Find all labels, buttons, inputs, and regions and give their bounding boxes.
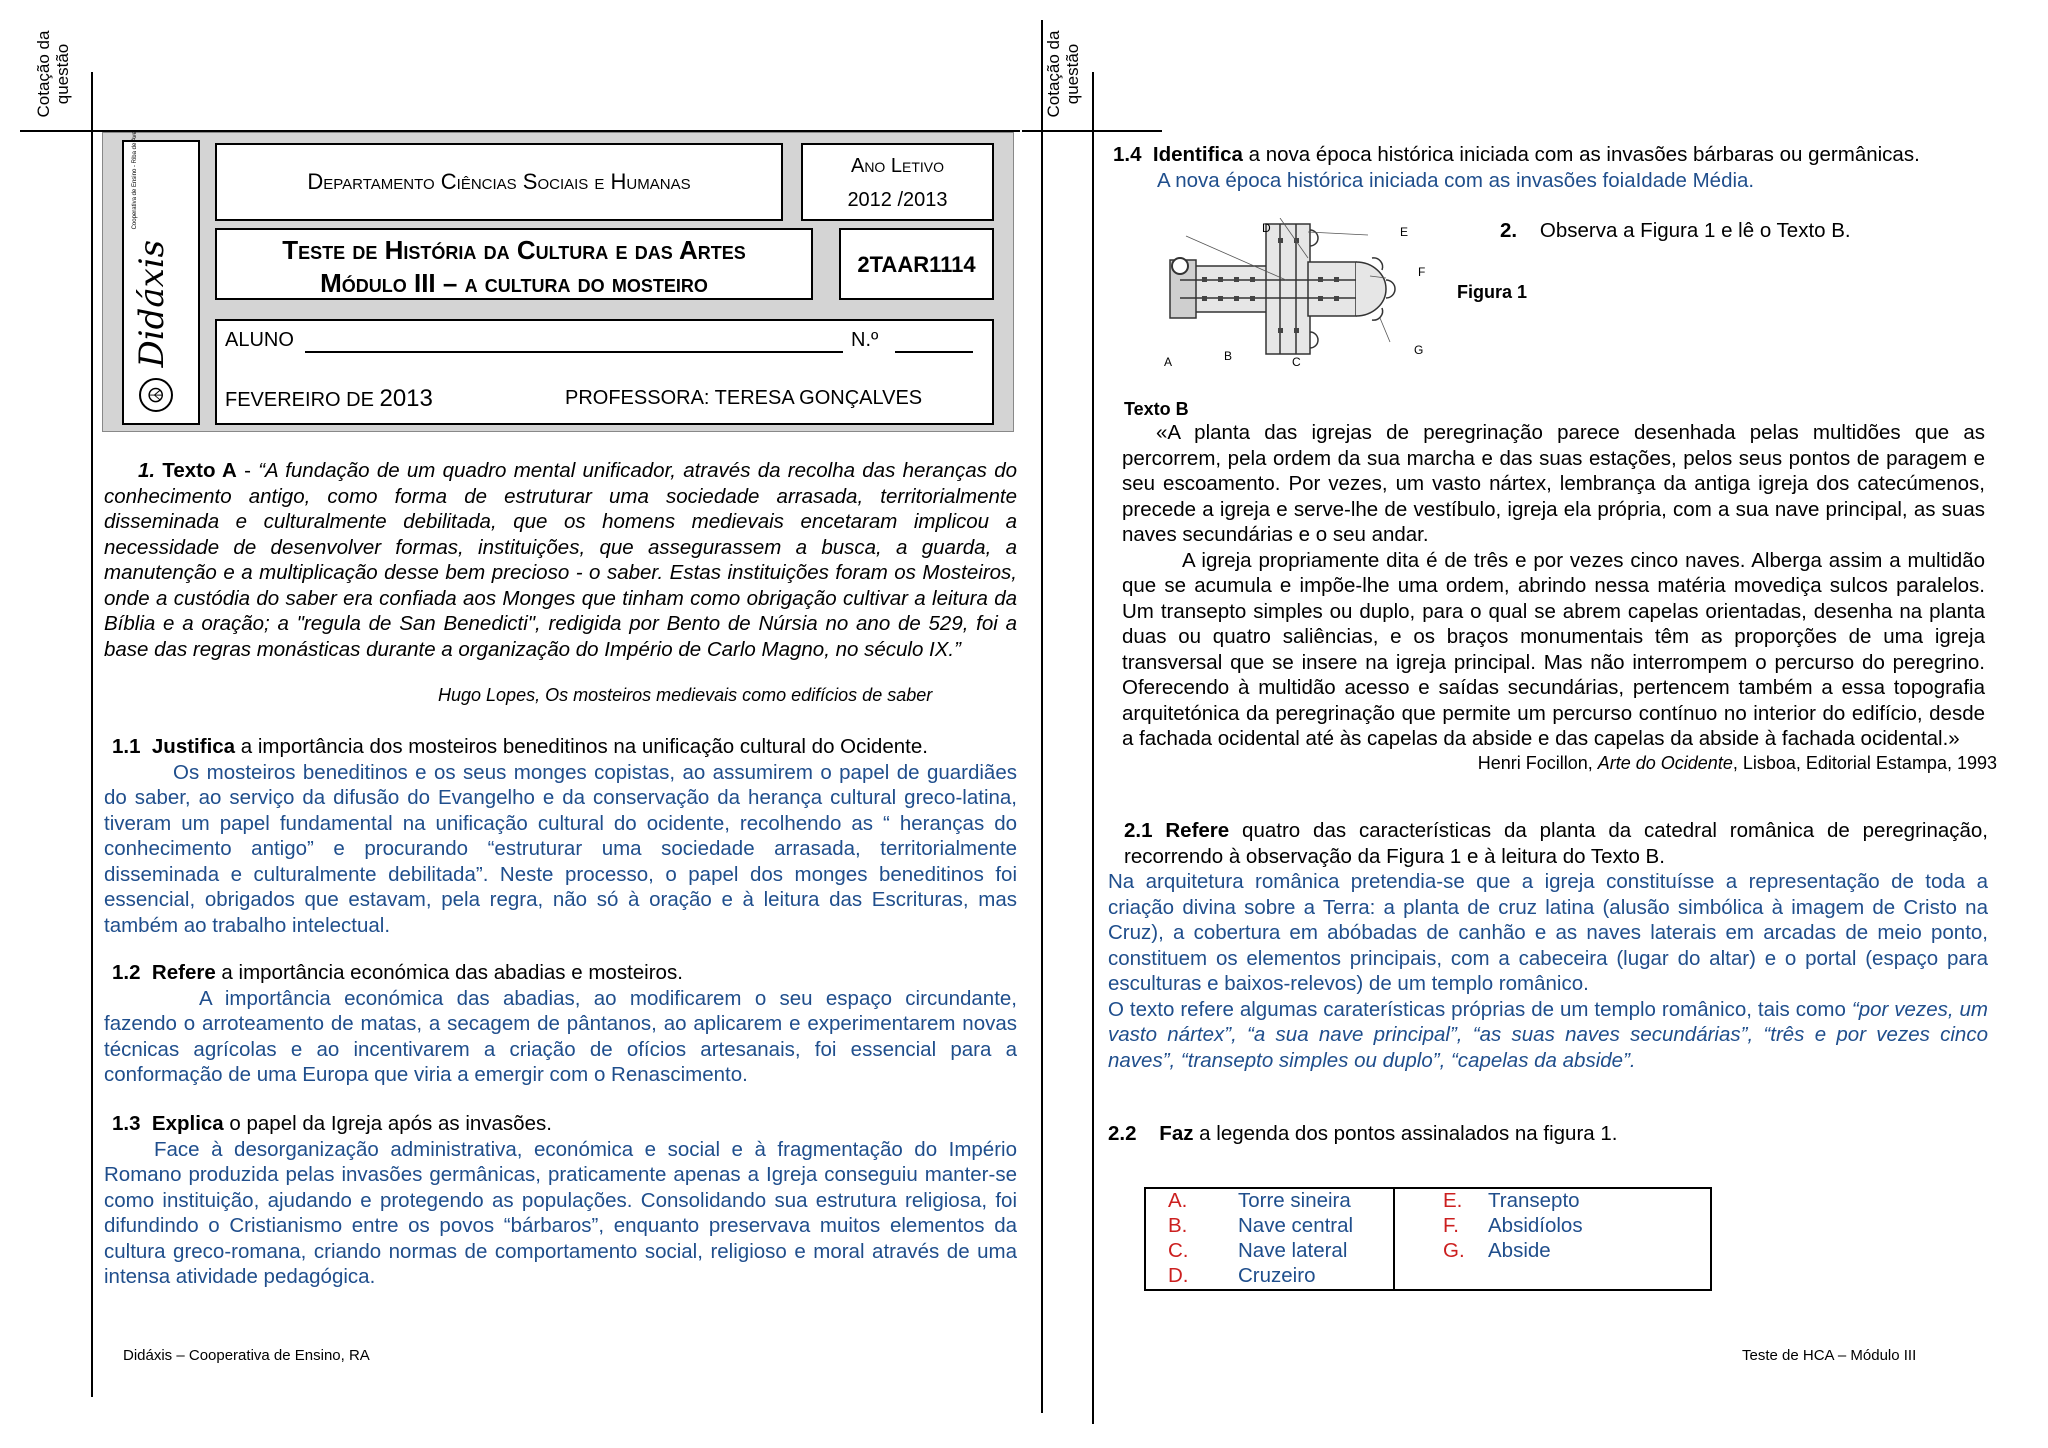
question-1-2 [104, 960, 1017, 1088]
student-label: ALUNO [225, 329, 294, 351]
department-box [215, 143, 783, 221]
q1-text: “A fundação de um quadro mental unificador, através da recolha das heranças do conhecimento antigo, como forma de estruturar uma sociedade arrasada, territorialmente disseminada e culturalmente debilitada, que os homens medievais encetaram implicou a necessidade de desenvolver formas, instituições, que assegurassem a busca, a guarda, a manutenção e a multiplicação desse bem precioso - o saber. Estas instituições foram os Mosteiros, onde a custódia do saber era confiada aos Monges que tinham como obrigação cultivar a leitura da Bíblia e a oração; a "regula de San Benedicti", redigida por Bento de Núrsia no ano de 529, foi a base das regras monásticas durante a organização do Império de Carlo Magno, no século IX.” [104, 459, 1017, 661]
q1-3-verb: Explica [151, 1112, 224, 1135]
q1-source: Hugo Lopes, Os mosteiros medievais como edifícios de saber [438, 685, 933, 705]
q2-1-number: 2.1 [1124, 819, 1153, 842]
logo-icon: ☮ [139, 378, 173, 412]
header-box [102, 132, 1014, 432]
q1-1-prompt [104, 734, 1017, 760]
plan-letter-f: F [1418, 265, 1426, 279]
test-title-line2: Módulo III – a cultura do mosteiro [320, 268, 708, 298]
question-2 [1500, 218, 1851, 244]
figure-1-label: Figura 1 [1457, 282, 1528, 302]
department-title: Departamento Ciências Sociais e Humanas [307, 169, 691, 194]
q1-2-answer: A importância económica das abadias, ao modificarem o seu espaço circundante, fazendo o arroteamento de matas, a secagem de pântanos, ao aplicarem e experimentarem novas técnicas agrícolas e ao incentivarem a criação de ofícios artesanais, foi essencial para a conformação de uma Europa que viria a emergir com o Renascimento. [104, 986, 1017, 1086]
logo [132, 131, 173, 412]
test-code: 2TAAR1114 [857, 252, 976, 277]
q2-1-answer-2 [1108, 997, 1988, 1074]
year-box [801, 143, 994, 221]
figure-1-floor-plan [1158, 218, 1438, 368]
plan-apse [1356, 262, 1386, 316]
question-1 [104, 458, 1017, 662]
top-rule-right [1022, 130, 1162, 132]
plan-tower [1172, 258, 1188, 274]
q1-3-question: o papel da Igreja após as invasões. [223, 1112, 552, 1135]
text-b-p2: A igreja propriamente dita é de três e por vezes cinco naves. Alberga assim a multidão que se acumula e impõe-lhe uma ordem, abrindo nessa matéria movediça sulcos paralelos. Um transepto simples ou duplo, para o qual se abrem capelas orientadas, desenha na planta duas ou quatro saliências, e os braços monumentais têm as proporções de uma igreja transversal que se insere na igreja principal. Mas não interrompem o percurso do peregrino. Oferecendo à multidão acesso e saídas secundárias, pertencem também a essa topografia arquitetónica da peregrinação que permite um percurso contínuo no interior do edifício, desde a fachada ocidental até às capelas da abside e das capelas da abside à fachada ocidental.» [1122, 548, 1985, 750]
q2-1-question: quatro das características da planta da catedral românica de peregrinação, recorrendo à observação da Figura 1 e à leitura do Texto B. [1124, 819, 1988, 868]
q1-2-verb: Refere [151, 961, 216, 984]
legend-item: Nave lateral [1238, 1239, 1348, 1262]
title-box [215, 228, 813, 300]
q1-1-number: 1.1 [112, 735, 141, 758]
left-margin-rule [91, 72, 93, 1397]
number-label: N.º [851, 329, 879, 351]
text-b-source-author: Henri Focillon, [1477, 752, 1598, 773]
q1-4-verb: Identifica [1152, 143, 1243, 166]
q2-1-answer-2-quotes: “por vezes, um vasto nártex”, “a sua nave principal”, “as suas naves secundárias”, “três e por vezes cinco naves”, “transepto simples ou duplo”, “capelas da abside”. [1108, 997, 1988, 1072]
margin-label-left: Cotação da questão [34, 30, 72, 118]
plan-letter-e: E [1400, 225, 1409, 239]
year-value: 2012 /2013 [847, 189, 948, 211]
margin-label-right: Cotação da questão [1044, 30, 1082, 118]
q1-3-number: 1.3 [112, 1112, 141, 1135]
q2-1-answer-1: Na arquitetura românica pretendia-se que a igreja constituísse a representação de toda a criação divina sobre a Terra: a planta de cruz latina (alusão simbólica à imagem de Cristo na Cruz), a cobertura em abóbadas de canhão e as naves laterais em arcadas de meio ponto, constituem os elementos principais, com a cabeceira (lugar do altar) e o portal (espaço para esculturas e baixos-relevos) de um templo românico. [1108, 870, 1988, 995]
q1-2-prompt [104, 960, 1017, 986]
q1-4-question: a nova época histórica iniciada com as invasões bárbaras ou germânicas. [1242, 143, 1920, 166]
plan-transept [1266, 224, 1310, 354]
text-b-source [1122, 752, 1997, 774]
q1-4-answer: A nova época histórica iniciada com as invasões foiaIdade Média. [1157, 168, 1755, 192]
text-b-title: Texto B [1124, 399, 1189, 419]
plan-letter-c: C [1292, 355, 1301, 368]
q2-2-question: a legenda dos pontos assinalados na figura 1. [1193, 1122, 1618, 1145]
legend-letter: C. [1168, 1239, 1189, 1262]
logo-text: Didáxis [132, 239, 172, 368]
q1-3-answer: Face à desorganização administrativa, económica e social e à fragmentação do Império Romano produzida pelas invasões germânicas, praticamente apenas a Igreja conseguiu manter-se como instituição, ajudando e protegendo as populações. Consolidando sua estrutura religiosa, foi difundindo o Cristianismo entre os povos “bárbaros”, enquanto preservava muitos elementos da cultura greco-romana, criando normas de comportamento social, religioso e moral através de uma intensa atividade pedagógica. [104, 1137, 1017, 1288]
plan-chapel-2 [1310, 332, 1318, 348]
center-right-rule [1092, 72, 1094, 1424]
student-name-line[interactable] [305, 351, 843, 353]
question-2-1 [1108, 818, 1988, 1073]
center-left-rule [1041, 20, 1043, 1413]
plan-letter-a: A [1164, 355, 1173, 368]
code-box [839, 228, 994, 300]
year-label: Ano Letivo [850, 155, 945, 177]
q1-label: Texto A [162, 459, 237, 482]
q2-1-prompt [1108, 818, 1988, 869]
q2-2-number: 2.2 [1108, 1122, 1137, 1145]
test-title-line1: Teste de História da Cultura e das Artes [282, 235, 746, 265]
logo-box [122, 131, 200, 425]
question-2-2 [1108, 1121, 1617, 1147]
q1-1-answer: Os mosteiros beneditinos e os seus monges copistas, ao assumirem o papel de guardiães do saber, ao serviço da difusão do Evangelho e da conservação da herança cultural greco-latina, tiveram um papel fundamental na unificação cultural do ocidente, recolhendo as “ heranças do conhecimento antigo” e procurando “estruturar uma sociedade arrasada, territorialmente disseminada e culturalmente debilitada”. Neste processo, o papel dos monges beneditinos foi essencial, obrigados que estavam, pela regra, não só à oração e à leitura das Escrituras, mas também ao trabalho intelectual. [104, 760, 1017, 937]
text-b-source-title: Arte do Ocidente [1597, 752, 1733, 773]
legend-table [1144, 1187, 1712, 1291]
footer-left: Didáxis – Cooperativa de Ensino, RA [123, 1347, 370, 1364]
plan-letter-g: G [1414, 343, 1424, 357]
question-1-1 [104, 734, 1017, 938]
q1-3-prompt [104, 1111, 1017, 1137]
legend-letter: G. [1443, 1239, 1465, 1262]
q1-number: 1. [138, 459, 156, 482]
footer-right: Teste de HCA – Módulo III [1742, 1347, 1917, 1364]
q2-text: Observa a Figura 1 e lê o Texto B. [1539, 219, 1851, 242]
text-b-p1: «A planta das igrejas de peregrinação parece desenhada pelas multidões que as percorrem, pela ordem da sua marcha e das suas estações, pelos seus pontos de paragem e seu escoamento. Por vezes, um vasto nártex, lembrança da antiga igreja dos catecúmenos, precede a igreja e serve-lhe de vestíbulo, igreja ela própria, com a sua nave principal, as suas naves secundárias e o seu andar. [1122, 421, 1985, 546]
legend-letter: F. [1443, 1214, 1459, 1237]
date-year: 2013 [379, 385, 433, 412]
legend-divider [1393, 1189, 1395, 1289]
legend-letter: E. [1443, 1189, 1463, 1212]
q1-1-question: a importância dos mosteiros beneditinos na unificação cultural do Ocidente. [235, 735, 928, 758]
q2-1-verb: Refere [1165, 819, 1230, 842]
q1-4-prompt [1113, 142, 1993, 168]
logo-subtext: Cooperativa de Ensino - Riba de Ave [132, 131, 138, 230]
q2-2-verb: Faz [1159, 1122, 1194, 1145]
legend-letter: A. [1168, 1189, 1188, 1212]
q1-2-number: 1.2 [112, 961, 141, 984]
legend-item: Nave central [1238, 1214, 1354, 1237]
q1-2-question: a importância económica das abadias e mosteiros. [215, 961, 683, 984]
q1-4-number: 1.4 [1113, 143, 1142, 166]
legend-item: Cruzeiro [1238, 1264, 1316, 1287]
legend-letter: B. [1168, 1214, 1188, 1237]
text-b [1122, 398, 1997, 774]
number-line[interactable] [895, 351, 973, 353]
legend-item: Torre sineira [1238, 1189, 1351, 1212]
student-box [215, 319, 994, 425]
legend-letter: D. [1168, 1264, 1189, 1287]
q2-1-answer-2-text: O texto refere algumas caraterísticas próprias de um templo românico, tais como [1108, 997, 1852, 1021]
question-1-3 [104, 1111, 1017, 1290]
legend-item: Abside [1488, 1239, 1551, 1262]
text-b-source-rest: , Lisboa, Editorial Estampa, 1993 [1732, 752, 1997, 773]
legend-item: Transepto [1488, 1189, 1580, 1212]
question-1-4 [1113, 142, 1993, 193]
q1-1-verb: Justifica [151, 735, 236, 758]
date-label-text: FEVEREIRO DE [225, 389, 374, 411]
plan-letter-b: B [1224, 349, 1233, 363]
plan-choir [1308, 262, 1356, 316]
plan-apse-chapel-2 [1386, 280, 1395, 298]
date-label [225, 385, 433, 413]
q2-number: 2. [1500, 219, 1518, 242]
legend-item: Absidíolos [1488, 1214, 1583, 1237]
q1-dash: - [236, 459, 259, 482]
teacher-label: PROFESSORA: TERESA GONÇALVES [565, 387, 923, 409]
plan-letter-d: D [1262, 221, 1271, 235]
